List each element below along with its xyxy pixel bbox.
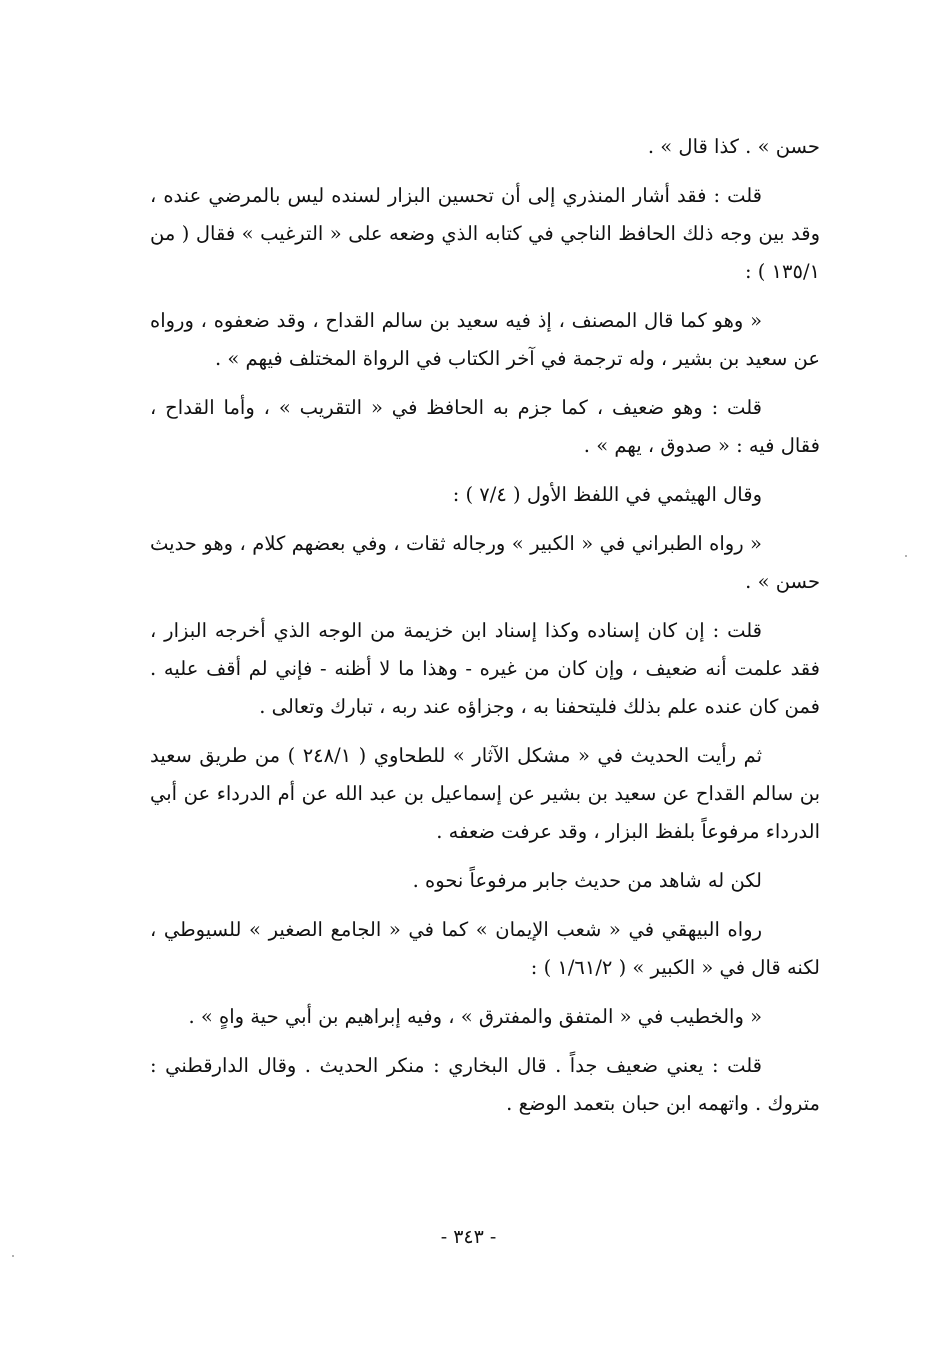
paragraph: ثم رأيت الحديث في « مشكل الآثار » للطحاوي ( ٢٤٨/١ ) من طريق سعيد بن سالم القداح عن سعيد بن بشير عن إسماعيل بن عبد الله عن أم الدرداء عن أبي الدرداء مرفوعاً بلفظ البزار ، وقد عرفت ضعفه . xyxy=(150,744,820,843)
paragraph: لكن له شاهد من حديث جابر مرفوعاً نحوه . xyxy=(412,869,762,892)
scan-speck xyxy=(12,1255,14,1257)
paragraph: « وهو كما قال المصنف ، إذ فيه سعيد بن سالم القداح ، وقد ضعفوه ، ورواه عن سعيد بن بشير ، وله ترجمة في آخر الكتاب في الرواة المختلف فيهم » . xyxy=(150,309,820,370)
paragraph: قلت : وهو ضعيف ، كما جزم به الحافظ في « التقريب » ، وأما القداح ، فقال فيه : « صدوق ، يهم » . xyxy=(150,396,820,457)
scan-speck xyxy=(905,555,907,557)
paragraph: قلت : فقد أشار المنذري إلى أن تحسين البزار لسنده ليس بالمرضي عنده ، وقد بين وجه ذلك الحافظ الناجي في كتابه الذي وضعه على « الترغيب » فقال ( من ١٣٥/١ ) : xyxy=(150,184,820,283)
paragraph: رواه البيهقي في « شعب الإيمان » كما في « الجامع الصغير » للسيوطي ، لكنه قال في « الكبير » ( ١/٦١/٢ ) : xyxy=(150,918,820,979)
paragraph: حسن » . كذا قال » . xyxy=(647,135,820,158)
paragraph: قلت : إن كان إسناده وكذا إسناد ابن خزيمة من الوجه الذي أخرجه البزار ، فقد علمت أنه ضعيف ، وإن كان من غيره - وهذا ما لا أظنه - فإني لم أقف عليه . فمن كان عنده علم بذلك فليتحفنا به ، وجزاؤه عند ربه ، تبارك وتعالى . xyxy=(150,619,820,718)
paragraph: « والخطيب في « المتفق والمفترق » ، وفيه إبراهيم بن أبي حية واهٍ » . xyxy=(188,1005,762,1028)
paragraph: وقال الهيثمي في اللفظ الأول ( ٧/٤ ) : xyxy=(452,483,762,506)
page-body xyxy=(150,128,820,1134)
paragraph: قلت : يعني ضعيف جداً . قال البخاري : منكر الحديث . وقال الدارقطني : متروك . واتهمه ابن حبان بتعمد الوضع . xyxy=(150,1054,820,1115)
paragraph: « رواه الطبراني في « الكبير » ورجاله ثقات ، وفي بعضهم كلام ، وهو حديث حسن » . xyxy=(150,532,820,593)
page-number: - ٣٤٣ - xyxy=(440,1226,497,1248)
